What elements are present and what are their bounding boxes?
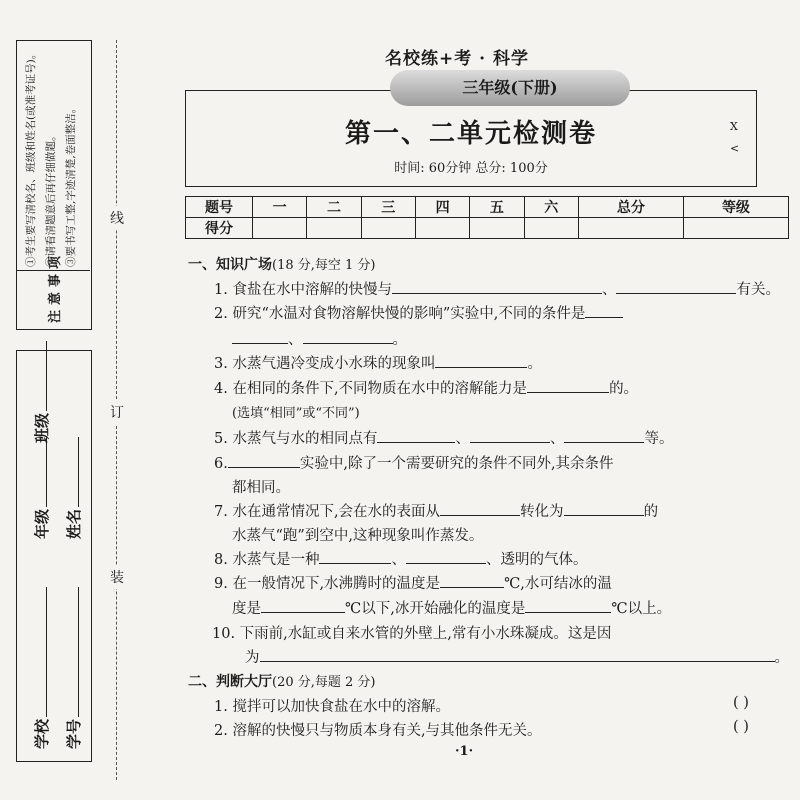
question-3	[214, 352, 542, 373]
q9-mid-2: ℃以下,冰开始融化的温度是	[345, 601, 526, 617]
q4-blank[interactable]	[527, 380, 609, 393]
question-5	[214, 427, 673, 448]
q2-end: 。	[392, 332, 407, 348]
section-1-heading	[188, 254, 376, 274]
school-field[interactable]	[31, 587, 52, 749]
judge-answer-2[interactable]: ( )	[733, 719, 749, 735]
notice-label: 注意事项	[48, 250, 63, 323]
q5-blank-3[interactable]	[564, 430, 644, 443]
id-label: 学号	[65, 718, 83, 749]
score-header-cell: 二	[307, 197, 361, 218]
q2-blank-2[interactable]	[232, 331, 288, 344]
q9-mid: ℃,水可结冰的温	[504, 576, 612, 592]
q9-text-2: 度是	[232, 601, 261, 617]
q2-sep: 、	[288, 332, 303, 348]
q2-blank-1[interactable]	[585, 305, 623, 318]
question-2-cont	[232, 328, 407, 349]
judge-question-2: 2. 溶解的快慢只与物质本身有关,与其他条件无关。	[214, 723, 542, 739]
score-cell[interactable]	[307, 218, 361, 239]
q1-end: 有关。	[736, 282, 780, 298]
grade-field[interactable]	[31, 437, 52, 539]
q5-blank-2[interactable]	[470, 430, 550, 443]
side-mark-1: X	[730, 120, 738, 133]
score-table	[185, 196, 789, 239]
question-7	[214, 500, 658, 521]
q8-blank-1[interactable]	[319, 551, 391, 564]
score-header-cell: 五	[470, 197, 524, 218]
score-cell[interactable]	[361, 218, 415, 239]
page-title: 第一、二单元检测卷	[344, 119, 597, 149]
series-title: 名校练+考 · 科学	[385, 49, 529, 69]
q6-text: 实验中,除了一个需要研究的条件不同外,其余条件	[299, 456, 614, 472]
q8-end: 、透明的气体。	[485, 552, 588, 568]
section-1-note: (18 分,每空 1 分)	[272, 258, 376, 273]
q5-sep-1: 、	[455, 431, 470, 447]
question-10: 10. 下雨前,水缸或自来水管的外壁上,常有小水珠凝成。这是因	[212, 626, 612, 642]
notice-label-box	[16, 250, 90, 329]
class-field[interactable]	[31, 341, 52, 443]
question-4	[214, 377, 638, 398]
exam-meta: 时间: 60分钟 总分: 100分	[394, 161, 548, 176]
score-header-cell: 一	[253, 197, 307, 218]
q10-end: 。	[774, 650, 789, 666]
q9-text: 9. 在一般情况下,水沸腾时的温度是	[214, 576, 441, 592]
score-cell[interactable]	[253, 218, 307, 239]
q10-blank[interactable]	[260, 649, 775, 662]
q5-blank-1[interactable]	[377, 430, 455, 443]
notice-line-1: ①考生要写清校名、班级和姓名(或准考证号)。	[25, 48, 37, 267]
score-header-cell: 四	[415, 197, 469, 218]
score-cell[interactable]	[470, 218, 524, 239]
grade-label: 年级	[33, 508, 51, 539]
class-label: 班级	[33, 412, 51, 443]
notice-lines	[17, 41, 91, 271]
q2-blank-3[interactable]	[303, 331, 393, 344]
grade-badge: 三年级(下册)	[390, 70, 630, 106]
cut-word-zhuang: 装	[110, 565, 124, 589]
school-label: 学校	[33, 718, 51, 749]
q1-blank-2[interactable]	[616, 281, 736, 294]
q7-mid: 转化为	[520, 504, 564, 520]
student-info-box	[16, 350, 92, 762]
q1-blank-1[interactable]	[392, 281, 602, 294]
q9-blank-2[interactable]	[261, 600, 345, 613]
notice-line-2: ②请看清题意后再仔细做题。	[45, 130, 57, 267]
id-field[interactable]	[63, 587, 84, 749]
question-6-cont: 都相同。	[232, 480, 290, 496]
q3-end: 。	[527, 356, 542, 372]
notice-line-3: ③要书写工整,字迹清楚,卷面整洁。	[65, 102, 77, 267]
q5-end: 等。	[644, 431, 674, 447]
q5-sep-2: 、	[549, 431, 565, 447]
section-2-note: (20 分,每题 2 分)	[272, 675, 376, 690]
q1-text: 1. 食盐在水中溶解的快慢与	[214, 282, 392, 298]
q4-end: 的。	[609, 381, 639, 397]
score-table-header-row	[186, 197, 789, 218]
q7-end: 的	[643, 504, 659, 520]
page-number: ·1·	[455, 744, 474, 759]
q8-text: 8. 水蒸气是一种	[214, 552, 320, 568]
score-cell[interactable]	[524, 218, 578, 239]
q1-sep: 、	[601, 282, 617, 298]
judge-answer-1[interactable]: ( )	[733, 695, 749, 711]
score-header-cell: 六	[524, 197, 578, 218]
score-header-cell: 三	[361, 197, 415, 218]
score-header-cell: 等级	[683, 197, 788, 218]
name-field[interactable]	[63, 437, 84, 539]
q8-blank-2[interactable]	[406, 551, 486, 564]
q9-blank-3[interactable]	[525, 600, 611, 613]
q2-text: 2. 研究“水温对食物溶解快慢的影响”实验中,不同的条件是	[214, 306, 586, 322]
q9-blank-1[interactable]	[440, 575, 504, 588]
cut-word-xian: 线	[110, 206, 124, 230]
name-label: 姓名	[65, 508, 83, 539]
score-row-label: 得分	[186, 218, 253, 239]
section-2-heading	[188, 671, 376, 691]
question-1	[214, 278, 780, 299]
q9-end: ℃以上。	[611, 601, 672, 617]
score-cell[interactable]	[415, 218, 469, 239]
q5-text: 5. 水蒸气与水的相同点有	[214, 431, 378, 447]
q7-blank-1[interactable]	[440, 503, 520, 516]
q7-text: 7. 水在通常情况下,会在水的表面从	[214, 504, 441, 520]
question-4-hint: (选填“相同”或“不同”)	[232, 406, 360, 421]
q10-text: 为	[245, 650, 260, 666]
judge-question-1: 1. 搅拌可以加快食盐在水中的溶解。	[214, 699, 450, 715]
question-2	[214, 302, 623, 323]
q3-blank[interactable]	[435, 355, 527, 368]
q7-blank-2[interactable]	[564, 503, 644, 516]
question-9-cont	[232, 597, 671, 618]
score-cell[interactable]	[578, 218, 683, 239]
question-9	[214, 572, 612, 593]
q4-text: 4. 在相同的条件下,不同物质在水中的溶解能力是	[214, 381, 528, 397]
question-10-cont	[245, 646, 789, 667]
question-8	[214, 548, 587, 569]
score-header-cell: 题号	[186, 197, 253, 218]
q3-text: 3. 水蒸气遇冷变成小水珠的现象叫	[214, 356, 436, 372]
score-cell[interactable]	[683, 218, 788, 239]
score-table-row	[186, 218, 789, 239]
section-2-title: 二、判断大厅	[188, 674, 272, 690]
side-mark-2: <	[730, 142, 740, 155]
section-1-title: 一、知识广场	[188, 257, 272, 273]
question-7-cont: 水蒸气“跑”到空中,这种现象叫作蒸发。	[232, 528, 484, 544]
question-6	[214, 452, 614, 473]
score-header-cell: 总分	[578, 197, 683, 218]
q6-num: 6.	[214, 456, 228, 472]
cut-word-ding: 订	[110, 400, 124, 424]
q8-sep: 、	[391, 552, 406, 568]
q6-blank[interactable]	[228, 455, 300, 468]
